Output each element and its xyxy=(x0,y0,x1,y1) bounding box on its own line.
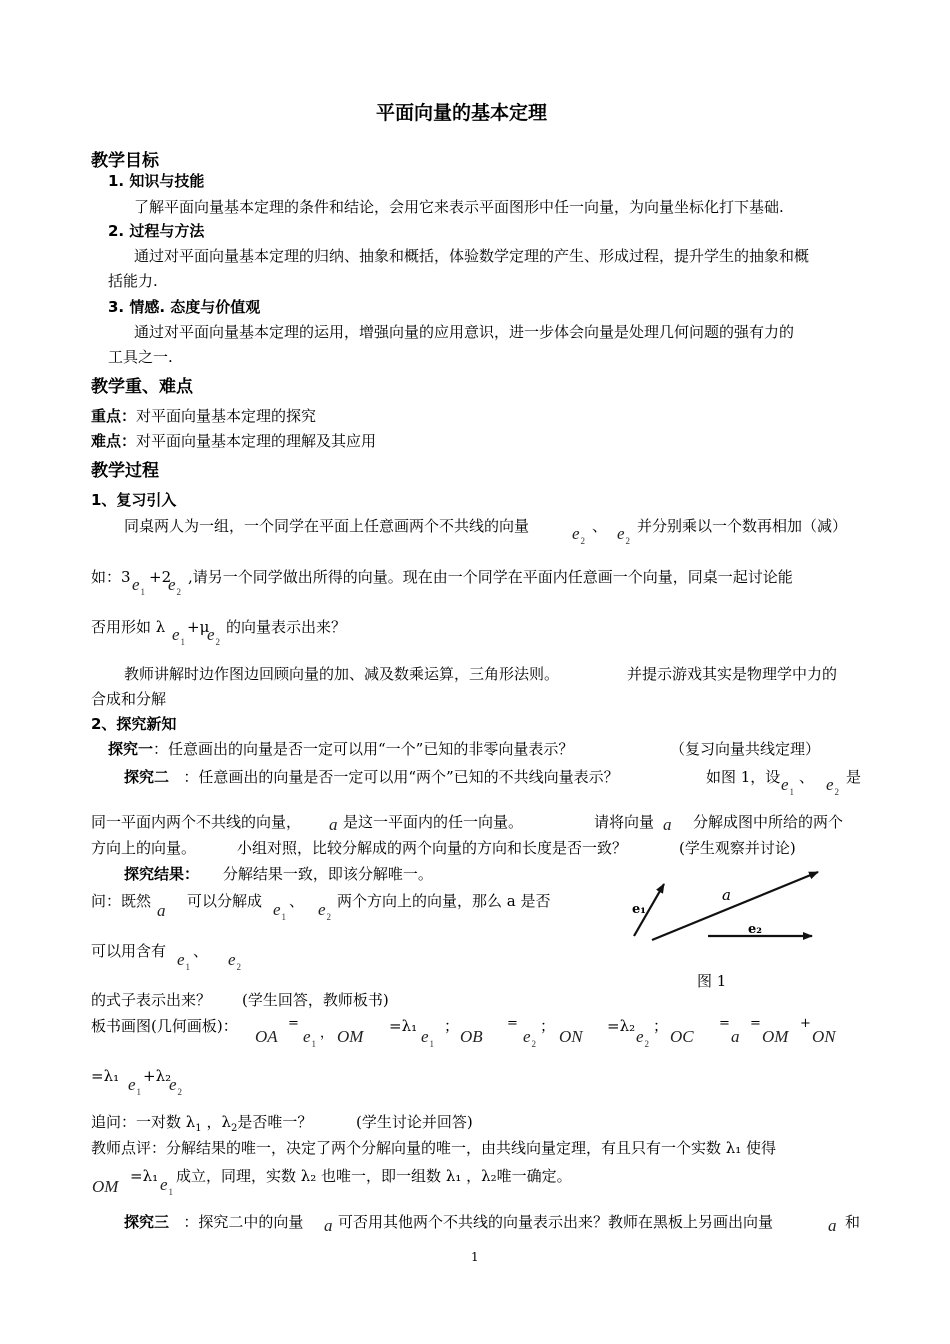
step-1-title: 1、复习引入 xyxy=(91,491,177,509)
vector-a: a xyxy=(731,1027,740,1046)
explore-1-note: （复习向量共线定理） xyxy=(670,740,821,758)
explore-2-line-2-d: 分解成图中所给的两个 xyxy=(693,813,844,831)
goal-3-text-l1: 通过对平面向量基本定理的运用，增强向量的应用意识，进一步体会向量是处理几何问题的强有力的 xyxy=(134,323,795,341)
lambda-2: +λ₂ xyxy=(143,1067,172,1085)
vector-a: a xyxy=(663,815,672,834)
vector-e1: $e_1$ xyxy=(160,1175,174,1197)
vector-OC: OC xyxy=(670,1027,694,1046)
vector-e2: $e_2$ xyxy=(636,1027,650,1049)
lambda-2: =λ₂ xyxy=(607,1017,636,1035)
equals: = xyxy=(750,1016,761,1031)
vector-e1: $e_1$ xyxy=(781,775,795,797)
question-2-a: 可以用含有 xyxy=(91,942,167,960)
vector-e2: $e_2$ xyxy=(318,900,332,922)
vector-e1: $e_1$ xyxy=(303,1027,317,1049)
follow-up-note: (学生讨论并回答) xyxy=(356,1113,473,1131)
vector-e2: $e_2$ xyxy=(228,950,242,972)
step-1-para-1-a: 同桌两人为一组，一个同学在平面上任意画两个不共线的向量 xyxy=(124,517,530,535)
step-1-para-3-a: 否用形如 λ xyxy=(91,618,166,636)
explore-2-text-c: 是 xyxy=(846,768,862,786)
goal-3-text-l2: 工具之一. xyxy=(108,348,173,366)
vector-ON: ON xyxy=(559,1027,583,1046)
separator: 、 xyxy=(289,892,305,910)
vector-e2: $e_2$ xyxy=(169,1075,183,1097)
operator: +μ xyxy=(187,618,210,636)
vector-a: a xyxy=(157,901,166,920)
vector-ON: ON xyxy=(812,1027,836,1046)
vector-OM: OM xyxy=(92,1177,119,1196)
vector-a-arrow xyxy=(652,872,818,940)
step-1-para-1-b: 并分别乘以一个数再相加（减） xyxy=(637,517,848,535)
step-1-para-4-a: 教师讲解时边作图边回顾向量的加、减及数乘运算，三角形法则。 xyxy=(124,665,560,683)
vector-OB: OB xyxy=(460,1027,483,1046)
page-title: 平面向量的基本定理 xyxy=(376,102,548,124)
figure-label-e1: e₁ xyxy=(632,902,646,917)
lambda-1: =λ₁ xyxy=(91,1067,120,1085)
vector-e2: $e_2$ xyxy=(168,575,182,597)
separator: 、 xyxy=(592,517,608,535)
goal-2-title: 2. 过程与方法 xyxy=(108,222,205,240)
teacher-comment-l1: 教师点评：分解结果的唯一，决定了两个分解向量的唯一，由共线向量定理，有且只有一个实数 λ₁ 使得 xyxy=(91,1139,777,1157)
section-heading-goals: 教学目标 xyxy=(91,151,159,171)
section-heading-process: 教学过程 xyxy=(91,461,159,481)
vector-e1: $e_1$ xyxy=(128,1075,142,1097)
vector-e2: $e_2$ xyxy=(826,775,840,797)
teacher-comment-l2: 成立，同理，实数 λ₂ 也唯一，即一组数 λ₁ ，λ₂唯一确定。 xyxy=(176,1167,572,1185)
vector-a: a xyxy=(329,815,338,834)
equals: = xyxy=(507,1016,518,1031)
lambda-1: =λ₁ xyxy=(389,1017,418,1035)
vector-e2: $e_2$ xyxy=(572,524,586,546)
explore-3-text-c: 和 xyxy=(845,1213,861,1231)
figure-label-a: a xyxy=(722,886,731,904)
vector-e1: $e_1$ xyxy=(172,625,186,647)
vector-e1: $e_1$ xyxy=(421,1027,435,1049)
semicolon: ； xyxy=(653,1017,669,1035)
page-number: 1 xyxy=(471,1250,479,1264)
explore-2-line-3-b: 小组对照，比较分解成的两个向量的方向和长度是否一致？ xyxy=(237,839,628,857)
explore-2-line-3-a: 方向上的向量。 xyxy=(91,839,197,857)
vector-e1: $e_1$ xyxy=(132,575,146,597)
vector-a: a xyxy=(324,1216,333,1235)
vector-OA: OA xyxy=(255,1027,278,1046)
goal-2-text-l2: 括能力. xyxy=(108,272,158,290)
explore-2-line-2-a: 同一平面内两个不共线的向量， xyxy=(91,813,302,831)
explore-2-line-2-b: 是这一平面内的任一向量。 xyxy=(343,813,524,831)
explore-2: 探究二 ：任意画出的向量是否一定可以用“两个”已知的不共线向量表示？ xyxy=(124,768,619,786)
question-b: 可以分解成 xyxy=(187,892,263,910)
figure-1-vectors xyxy=(620,862,840,960)
vector-e2: $e_2$ xyxy=(207,625,221,647)
equals: = xyxy=(719,1016,730,1031)
goal-3-title: 3. 情感. 态度与价值观 xyxy=(108,298,261,316)
vector-OM: OM xyxy=(762,1027,789,1046)
vector-a: a xyxy=(828,1216,837,1235)
board-label: 板书画图(几何画板)： xyxy=(91,1017,238,1035)
explore-3-text-b: 可否用其他两个不共线的向量表示出来？教师在黑板上另画出向量 xyxy=(338,1213,774,1231)
step-1-para-3-b: 的向量表示出来？ xyxy=(226,618,347,636)
separator: 、 xyxy=(799,768,815,786)
vector-e2: $e_2$ xyxy=(617,524,631,546)
goal-2-text-l1: 通过对平面向量基本定理的归纳、抽象和概括，体验数学定理的产生、形成过程，提升学生的抽象和概 xyxy=(134,247,810,265)
step-1-para-2-b: ,请另一个同学做出所得的向量。现在由一个同学在平面内任意画一个向量，同桌一起讨论能 xyxy=(188,568,793,586)
question-a: 问：既然 xyxy=(91,892,152,910)
question-3: 的式子表示出来？ xyxy=(91,991,212,1009)
separator: 、 xyxy=(193,942,209,960)
explore-result: 探究结果： 分解结果一致，即该分解唯一。 xyxy=(124,865,433,883)
comma: ， xyxy=(320,1026,334,1041)
step-1-para-4-l2: 合成和分解 xyxy=(91,690,167,708)
difficult-point: 难点：对平面向量基本定理的理解及其应用 xyxy=(91,432,377,450)
question-3-note: (学生回答，教师板书) xyxy=(242,991,389,1009)
figure-caption: 图 1 xyxy=(697,972,727,990)
step-2-title: 2、探究新知 xyxy=(91,715,177,733)
equals: = xyxy=(288,1016,299,1031)
figure-label-e2: e₂ xyxy=(748,922,762,937)
explore-1: 探究一：任意画出的向量是否一定可以用“一个”已知的非零向量表示？ xyxy=(108,740,574,758)
operator: +2 xyxy=(149,568,172,586)
goal-1-text: 了解平面向量基本定理的条件和结论，会用它来表示平面图形中任一向量，为向量坐标化打下基础. xyxy=(134,198,784,216)
step-1-para-4-b: 并提示游戏其实是物理学中力的 xyxy=(627,665,838,683)
semicolon: ； xyxy=(540,1017,556,1035)
vector-e1: $e_1$ xyxy=(177,950,191,972)
goal-1-title: 1. 知识与技能 xyxy=(108,172,205,190)
explore-2-line-3-c: (学生观察并讨论) xyxy=(679,839,796,857)
vector-OM: OM xyxy=(337,1027,364,1046)
key-point: 重点：对平面向量基本定理的探究 xyxy=(91,407,317,425)
section-heading-keys: 教学重、难点 xyxy=(91,377,193,397)
step-1-para-2-a: 如：3 xyxy=(91,568,131,586)
plus: + xyxy=(800,1016,811,1031)
question-c: 两个方向上的向量，那么 a 是否 xyxy=(337,892,551,910)
follow-up: 追问：一对数 $\lambda_1$ ，$\lambda_2$是否唯一？ xyxy=(91,1113,313,1134)
semicolon: ； xyxy=(444,1017,460,1035)
vector-e1: $e_1$ xyxy=(273,900,287,922)
vector-e2: $e_2$ xyxy=(523,1027,537,1049)
explore-2-figure-ref: 如图 1，设 xyxy=(706,768,781,786)
explore-2-line-2-c: 请将向量 xyxy=(594,813,655,831)
lambda-1: =λ₁ xyxy=(130,1167,159,1185)
explore-3: 探究三 ：探究二中的向量 xyxy=(124,1213,304,1231)
